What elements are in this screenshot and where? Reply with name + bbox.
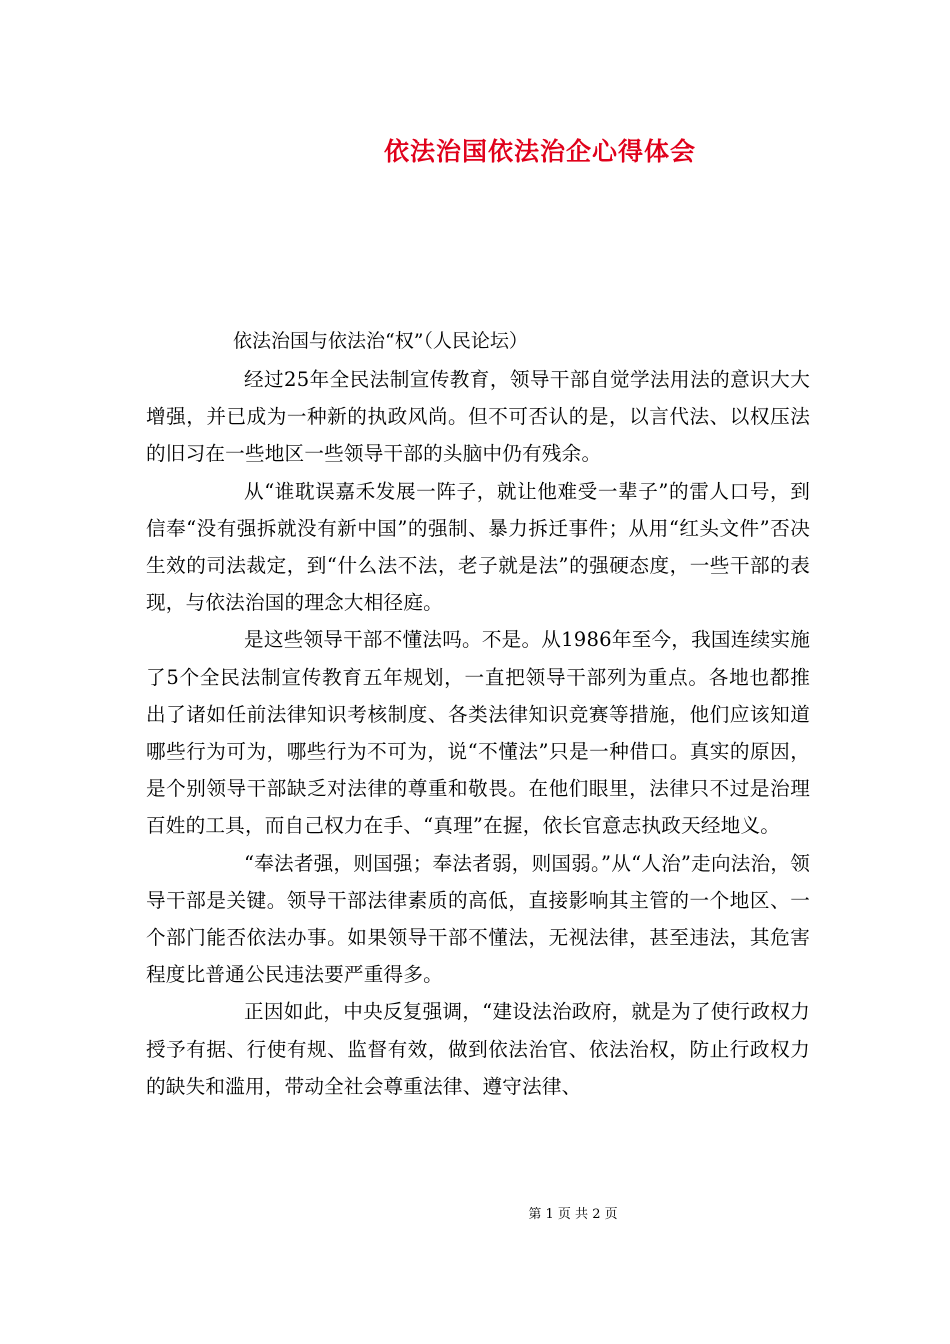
paragraph-3: 是这些领导干部不懂法吗。不是。从1986年至今，我国连续实施了5个全民法制宣传教育五年规划，一直把领导干部列为重点。各地也都推出了诸如任前法律知识考核制度、各类法律知识竞赛等措施，他们应该知道哪些行为可为，哪些行为不可为，说“不懂法”只是一种借口。真实的原因，是个别领导干部缺乏对法律的尊重和敬畏。在他们眼里，法律只不过是治理百姓的工具，而自己权力在手、“真理”在握，依长官意志执政天经地义。 — [146, 628, 810, 838]
paragraph-2: 从“谁耽误嘉禾发展一阵子，就让他难受一辈子”的雷人口号，到信奉“没有强拆就没有新中国”的强制、暴力拆迁事件；从用“红头文件”否决生效的司法裁定，到“什么法不法，老子就是法”的强硬态度，一些干部的表现，与依法治国的理念大相径庭。 — [146, 479, 810, 615]
paragraph-5: 正因如此，中央反复强调，“建设法治政府，就是为了使行政权力授予有据、行使有规、监督有效，做到依法治官、依法治权，防止行政权力的缺失和滥用，带动全社会尊重法律、遵守法律、 — [146, 1000, 810, 1098]
page-footer: 第 1 页 共 2 页 — [528, 1207, 618, 1222]
document-subtitle: 依法治国与依法治“权”（人民论坛） — [233, 330, 528, 352]
document-body — [146, 361, 810, 1105]
paragraph-1: 经过25年全民法制宣传教育，领导干部自觉学法用法的意识大大增强，并已成为一种新的执政风尚。但不可否认的是，以言代法、以权压法的旧习在一些地区一些领导干部的头脑中仍有残余。 — [146, 368, 810, 466]
document-title: 依法治国依法治企心得体会 — [383, 137, 696, 166]
paragraph-4: “奉法者强，则国强；奉法者弱，则国弱。”从“人治”走向法治，领导干部是关键。领导干部法律素质的高低，直接影响其主管的一个地区、一个部门能否依法办事。如果领导干部不懂法，无视法律，甚至违法，其危害程度比普通公民违法要严重得多。 — [146, 851, 810, 987]
